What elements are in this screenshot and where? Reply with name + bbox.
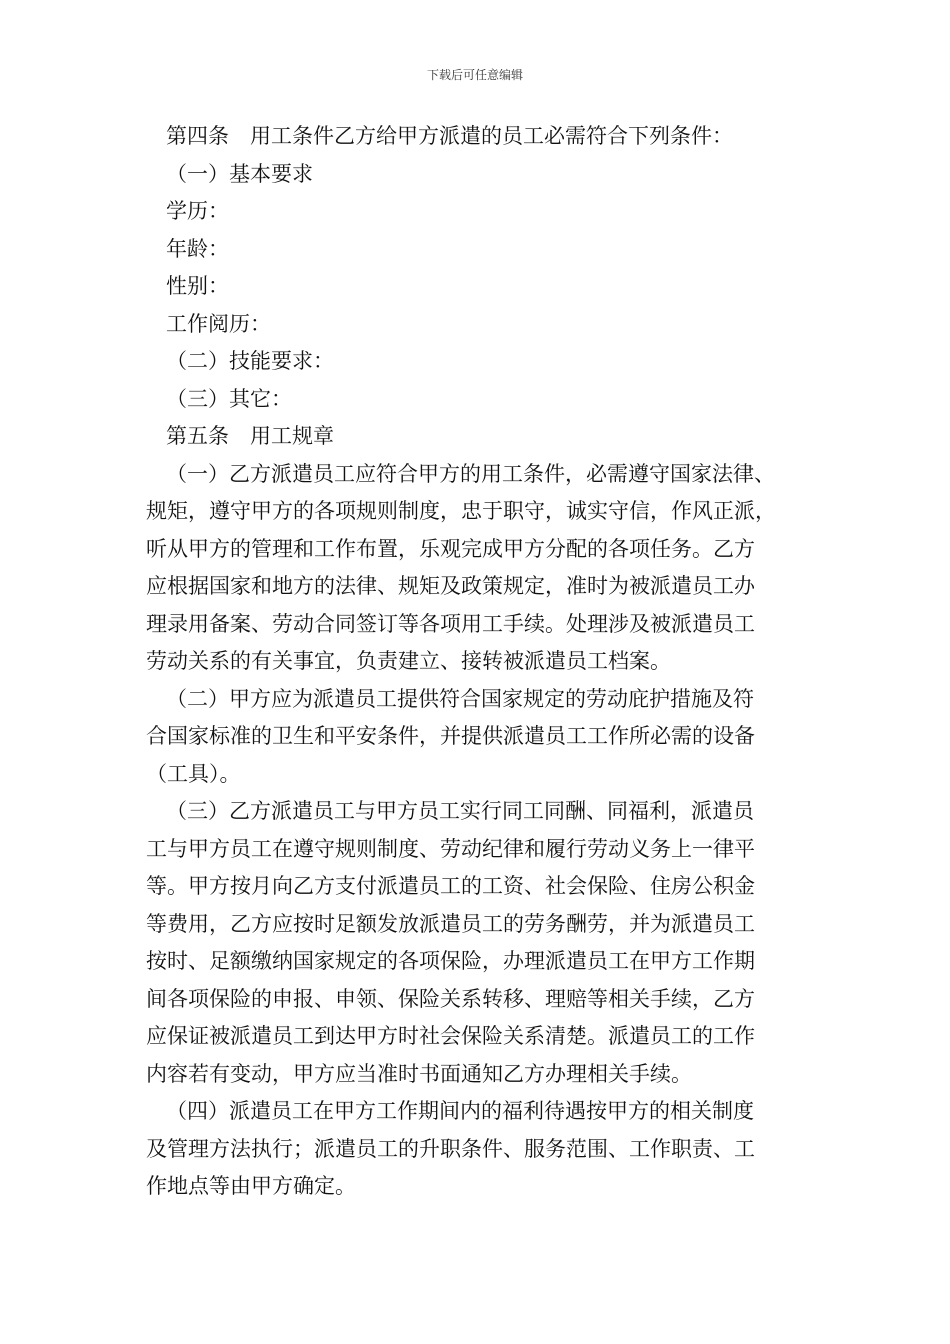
text-line: 按时、足额缴纳国家规定的各项保险，办理派遣员工在甲方工作期 <box>146 949 755 973</box>
text-line: （二）技能要求： <box>166 349 334 373</box>
text-line: 工与甲方员工在遵守规则制度、劳动纪律和履行劳动义务上一律平 <box>146 836 755 861</box>
text-line: 听从甲方的管理和工作布置，乐观完成甲方分配的各项任务。乙方 <box>146 536 755 561</box>
text-line: 工作阅历： <box>166 311 271 336</box>
text-line: （三）乙方派遣员工与甲方员工实行同工同酬、同福利，派遣员 <box>166 799 754 823</box>
text-line: 性别： <box>166 274 229 298</box>
text-line: 应保证被派遣员工到达甲方时社会保险关系清楚。派遣员工的工作 <box>146 1024 755 1048</box>
text-line: 作地点等由甲方确定。 <box>146 1174 356 1198</box>
text-line: 劳动关系的有关事宜，负责建立、接转被派遣员工档案。 <box>146 649 671 673</box>
text-line: 等。甲方按月向乙方支付派遣员工的工资、社会保险、住房公积金 <box>146 874 755 898</box>
text-line: 合国家标准的卫生和平安条件，并提供派遣员工工作所必需的设备 <box>146 724 755 748</box>
text-line: 规矩，遵守甲方的各项规则制度，忠于职守，诚实守信，作风正派， <box>146 499 776 523</box>
text-line: （二）甲方应为派遣员工提供符合国家规定的劳动庇护措施及符 <box>166 686 754 711</box>
text-line: 及管理方法执行；派遣员工的升职条件、服务范围、工作职责、工 <box>146 1136 755 1161</box>
text-line: （四）派遣员工在甲方工作期间内的福利待遇按甲方的相关制度 <box>166 1099 754 1123</box>
text-line: 内容若有变动，甲方应当准时书面通知乙方办理相关手续。 <box>146 1061 692 1086</box>
page-header: 下载后可任意编辑 <box>426 68 523 82</box>
text-line: 第四条 用工条件乙方给甲方派遣的员工必需符合下列条件： <box>166 124 733 148</box>
text-line: 应根据国家和地方的法律、规矩及政策规定，准时为被派遣员工办 <box>146 574 755 598</box>
text-line: 学历： <box>166 199 229 223</box>
text-line: （一）基本要求 <box>166 161 313 186</box>
text-line: 等费用，乙方应按时足额发放派遣员工的劳务酬劳，并为派遣员工 <box>146 911 755 936</box>
document-body <box>146 118 824 1206</box>
text-line: （一）乙方派遣员工应符合甲方的用工条件，必需遵守国家法律、 <box>166 461 775 486</box>
text-line: （工具）。 <box>146 761 241 786</box>
text-line: 间各项保险的申报、申领、保险关系转移、理赔等相关手续，乙方 <box>146 986 755 1011</box>
text-line: 年龄： <box>166 236 229 261</box>
text-line: 第五条 用工规章 <box>166 424 334 448</box>
text-line: 理录用备案、劳动合同签订等各项用工手续。处理涉及被派遣员工 <box>146 611 755 636</box>
text-line: （三）其它： <box>166 386 292 411</box>
